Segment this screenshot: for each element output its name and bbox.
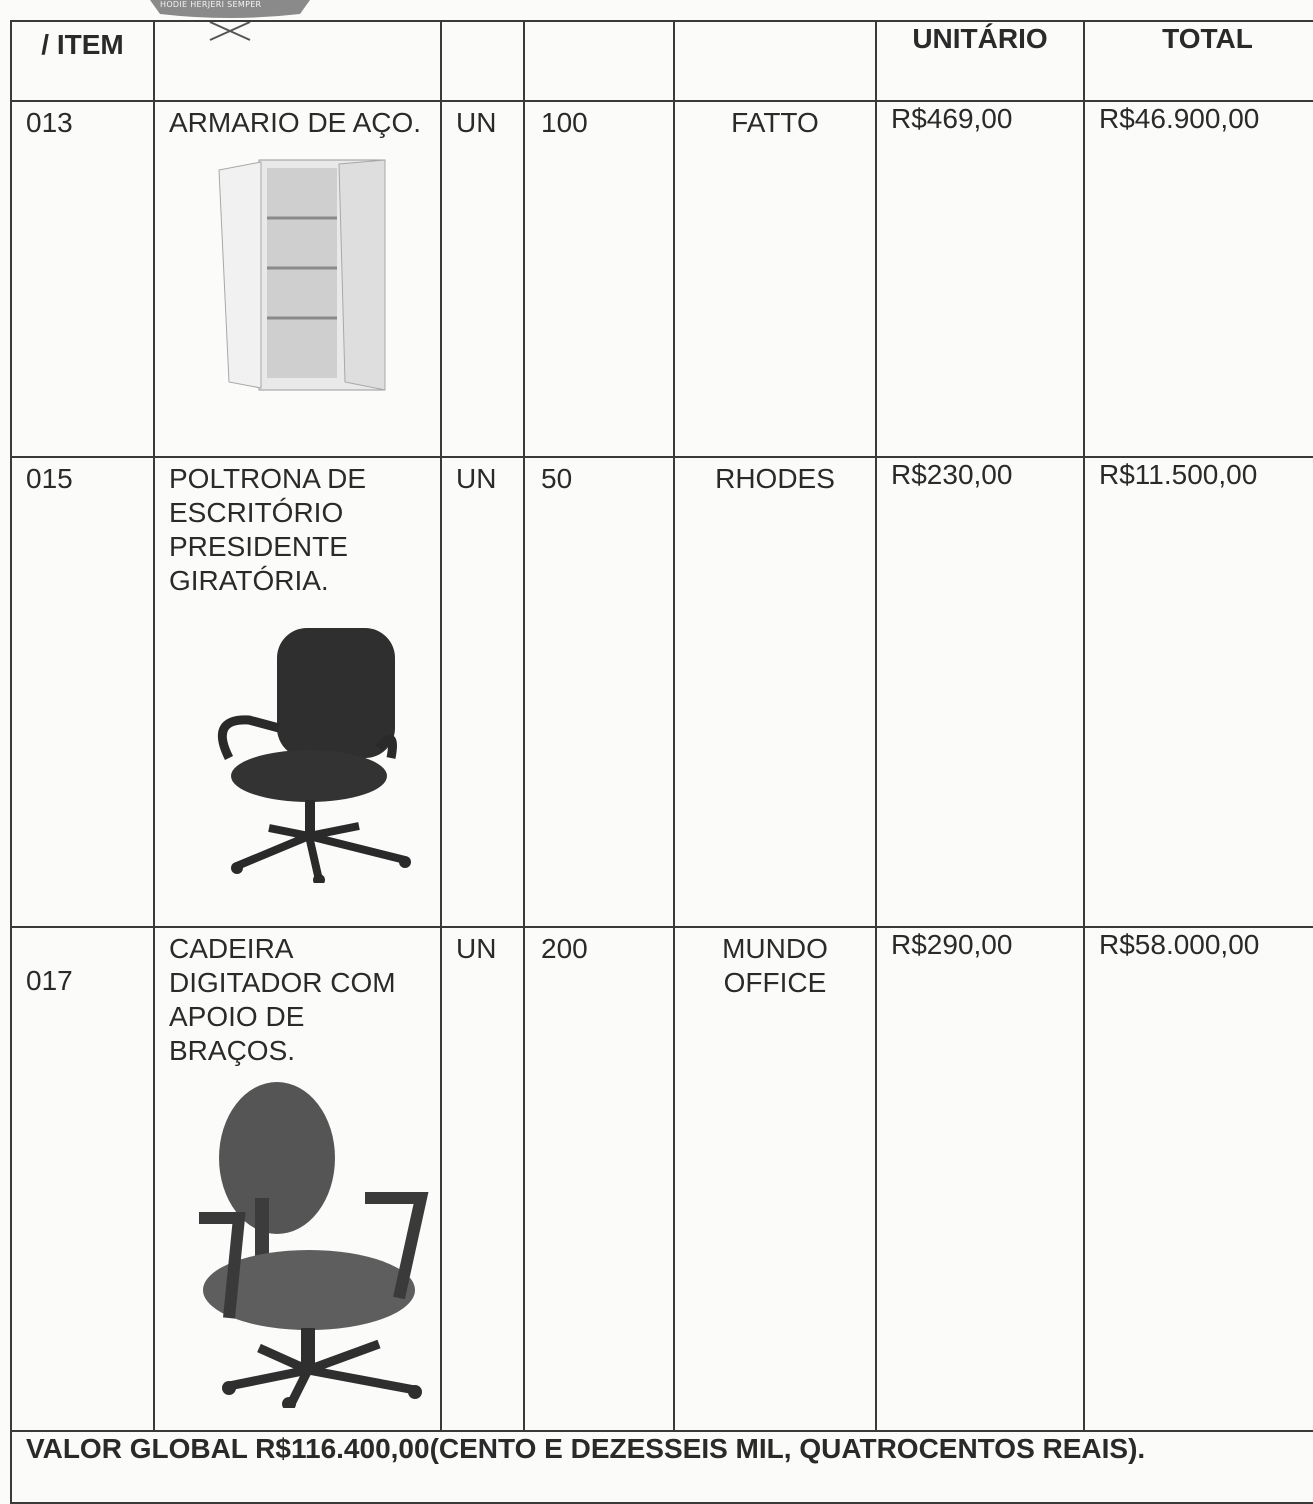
item-brand: RHODES <box>674 457 876 927</box>
global-value: VALOR GLOBAL R$116.400,00(CENTO E DEZESSEIS MIL, QUATROCENTOS REAIS). <box>11 1431 1313 1503</box>
item-total: R$11.500,00 <box>1084 457 1313 927</box>
item-unit: UN <box>441 457 524 927</box>
typist-chair-icon <box>169 1078 429 1408</box>
header-empty-desc <box>154 21 441 101</box>
item-code: 015 <box>11 457 154 927</box>
footer-row <box>11 1431 1313 1503</box>
table-row <box>11 927 1313 1431</box>
header-empty-unit <box>441 21 524 101</box>
item-description-cell <box>154 101 441 457</box>
seal-motto: HODIE HERJERI SEMPER <box>160 0 262 9</box>
item-unit-price: R$230,00 <box>876 457 1084 927</box>
executive-chair-icon <box>169 608 419 883</box>
header-item: / ITEM <box>11 21 154 101</box>
item-code: 017 <box>11 927 154 1431</box>
item-unit: UN <box>441 927 524 1431</box>
item-unit-price: R$469,00 <box>876 101 1084 457</box>
header-unitario: UNITÁRIO <box>876 21 1084 101</box>
item-quantity: 50 <box>524 457 674 927</box>
header-row <box>11 21 1313 101</box>
table-row <box>11 457 1313 927</box>
header-empty-brand <box>674 21 876 101</box>
table-row <box>11 101 1313 457</box>
item-code: 013 <box>11 101 154 457</box>
header-total: TOTAL <box>1084 21 1313 101</box>
item-description: POLTRONA DE ESCRITÓRIO PRESIDENTE GIRATÓRIA. <box>169 463 367 596</box>
item-total: R$58.000,00 <box>1084 927 1313 1431</box>
item-brand: MUNDO OFFICE <box>674 927 876 1431</box>
price-table <box>10 20 1313 1504</box>
item-unit: UN <box>441 101 524 457</box>
item-description: ARMARIO DE AÇO. <box>169 107 422 138</box>
item-description-cell <box>154 457 441 927</box>
header-empty-qty <box>524 21 674 101</box>
item-description-cell <box>154 927 441 1431</box>
item-quantity: 200 <box>524 927 674 1431</box>
item-total: R$46.900,00 <box>1084 101 1313 457</box>
steel-cabinet-icon <box>169 150 409 400</box>
item-unit-price: R$290,00 <box>876 927 1084 1431</box>
item-brand: FATTO <box>674 101 876 457</box>
item-quantity: 100 <box>524 101 674 457</box>
item-description: CADEIRA DIGITADOR COM APOIO DE BRAÇOS. <box>169 933 396 1066</box>
